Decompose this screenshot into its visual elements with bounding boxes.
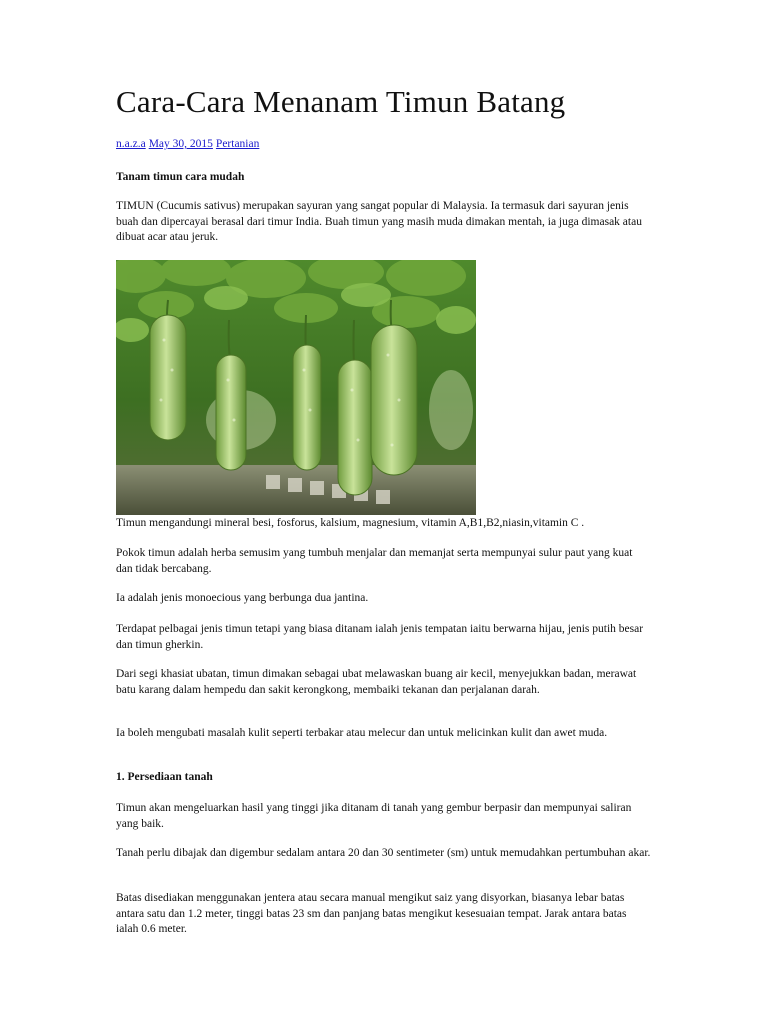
post-meta (116, 138, 262, 150)
section-heading-soil: 1. Persediaan tanah (116, 771, 213, 783)
author-link[interactable]: n.a.z.a (116, 138, 146, 150)
cucumber-photo (116, 260, 476, 515)
paragraph-skin: Ia boleh mengubati masalah kulit seperti terbakar atau melecur dan untuk melicinkan kulit dan awet muda. (116, 727, 608, 739)
page-title: Cara-Cara Menanam Timun Batang (116, 84, 566, 119)
intro-subheading: Tanam timun cara mudah (116, 171, 245, 183)
paragraph-plant: Pokok timun adalah herba semusim yang tumbuh menjalar dan memanjat serta mempunyai sulur paut yang kuat dan tidak bercabang. (116, 547, 633, 575)
date-link[interactable]: May 30, 2015 (148, 138, 213, 150)
paragraph-soil-1: Timun akan mengeluarkan hasil yang tinggi jika ditanam di tanah yang gembur berpasir dan mempunyai saliran yang baik. (116, 802, 632, 830)
paragraph-medicinal: Dari segi khasiat ubatan, timun dimakan sebagai ubat melawaskan buang air kecil, menyejukkan badan, merawat batu karang dalam hempedu dan sakit kerongkong, membaiki tekanan dan perjalanan darah. (116, 668, 637, 696)
category-link[interactable]: Pertanian (215, 138, 260, 150)
paragraph-types: Terdapat pelbagai jenis timun tetapi yang biasa ditanam ialah jenis tempatan iaitu berwarna hijau, jenis putih besar dan timun gherkin. (116, 623, 644, 651)
paragraph-intro: TIMUN (Cucumis sativus) merupakan sayuran yang sangat popular di Malaysia. Ia termasuk dari sayuran jenis buah dan dipercayai berasal dari timur India. Buah timun yang masih muda dimakan mentah, ia juga dimasak atau dibuat acar atau jeruk. (116, 200, 642, 243)
paragraph-monoecious: Ia adalah jenis monoecious yang berbunga dua jantina. (116, 592, 369, 604)
paragraph-soil-3: Batas disediakan menggunakan jentera atau secara manual mengikut saiz yang disyorkan, biasanya lebar batas antara satu dan 1.2 meter, tinggi batas 23 sm dan panjang batas mengikut kesesuaian tempat. Jarak antara batas ialah 0.6 meter. (116, 892, 627, 935)
paragraph-soil-2: Tanah perlu dibajak dan digembur sedalam antara 20 dan 30 sentimeter (sm) untuk memudahkan pertumbuhan akar. (116, 847, 651, 859)
paragraph-minerals: Timun mengandungi mineral besi, fosforus, kalsium, magnesium, vitamin A,B1,B2,niasin,vitamin C . (116, 517, 585, 529)
